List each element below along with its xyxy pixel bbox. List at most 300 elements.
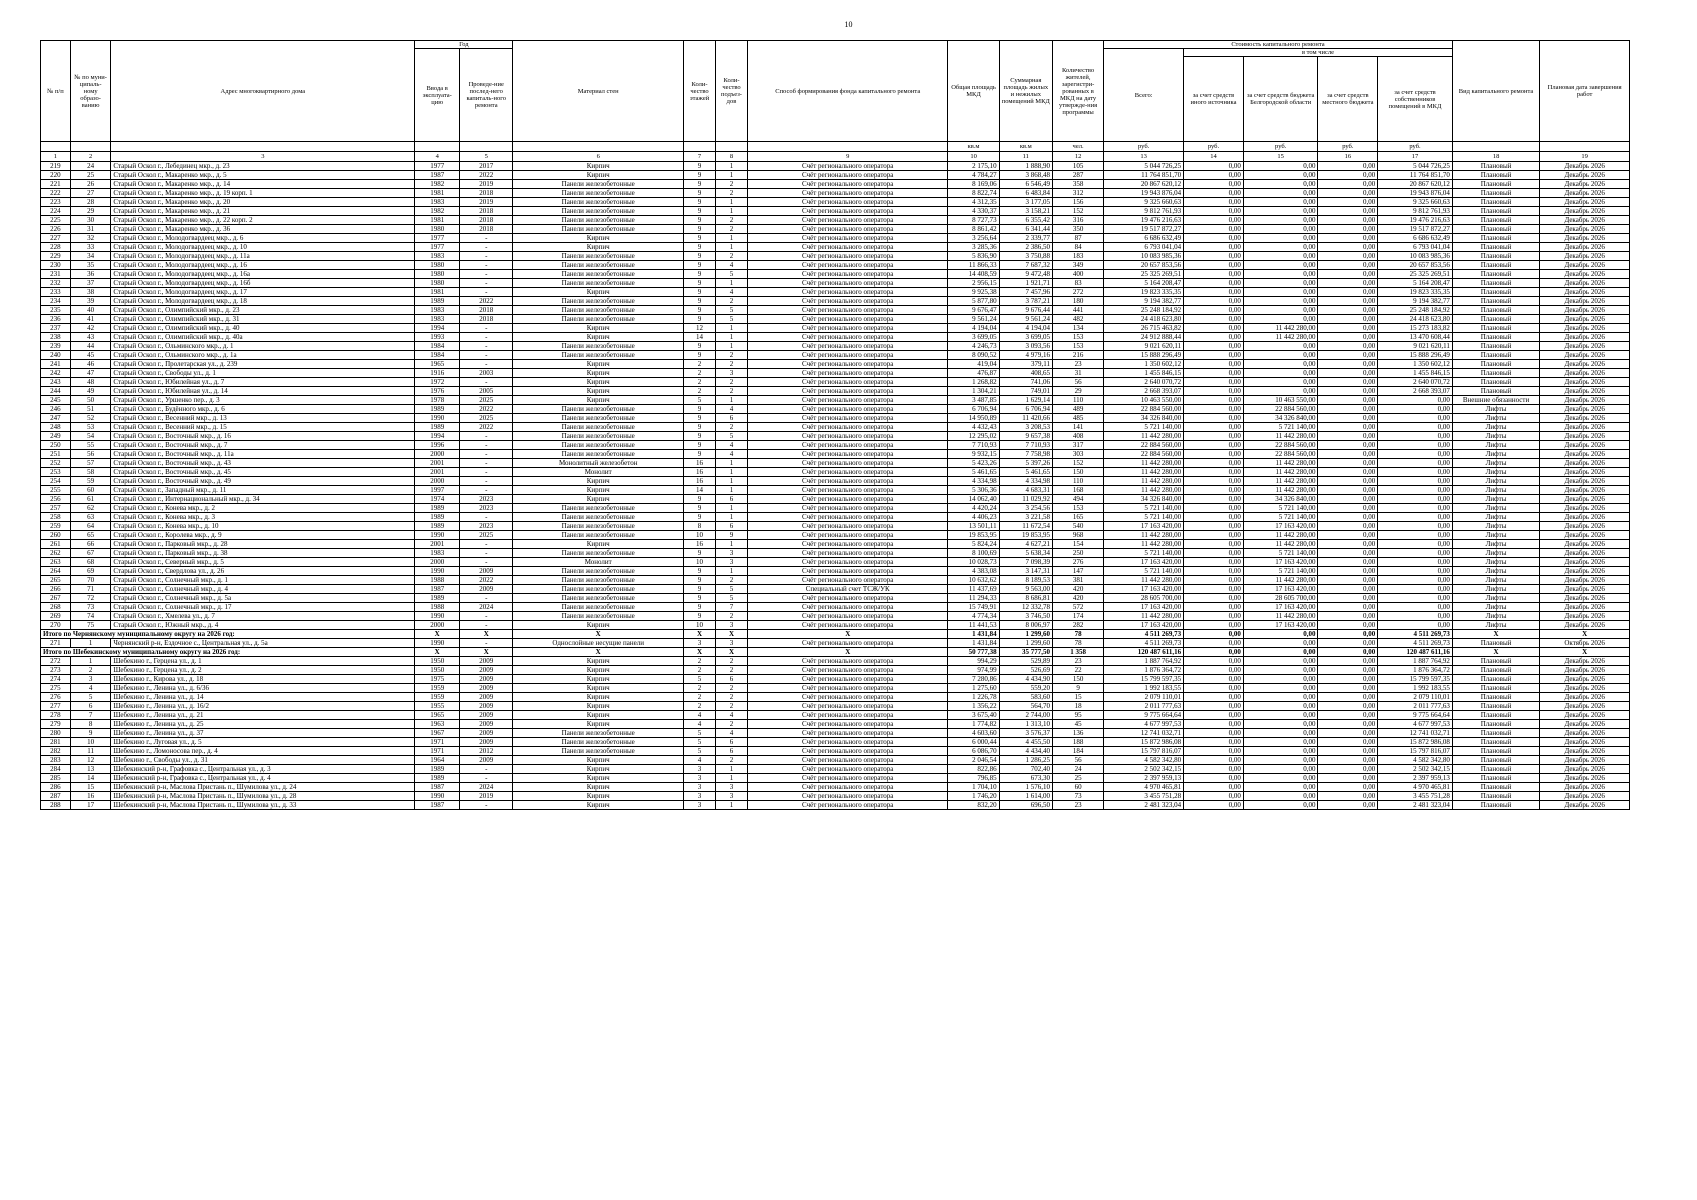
table-cell: 134 [1052,324,1103,333]
table-cell: 5 [684,738,716,747]
table-cell: 3 208,53 [999,423,1052,432]
table-cell: 2 [716,612,748,621]
table-cell: 46 [70,360,111,369]
total-cell: X [415,648,460,657]
table-cell: Счёт регионального оператора [747,567,947,576]
table-cell: 0,00 [1378,441,1453,450]
table-cell: 19 823 335,35 [1378,288,1453,297]
table-cell: 9 [716,531,748,540]
table-cell: 4 [716,729,748,738]
table-cell: 3 746,50 [999,612,1052,621]
table-cell: Счёт регионального оператора [747,261,947,270]
table-cell: 156 [1052,198,1103,207]
total-cell: 120 487 611,16 [1378,648,1453,657]
table-cell: Декабрь 2026 [1540,612,1630,621]
table-cell: 1 629,14 [999,396,1052,405]
table-cell: 2009 [460,693,513,702]
table-cell: 0,00 [1243,711,1318,720]
table-cell: 5 721 140,00 [1243,504,1318,513]
table-cell: 9 [684,234,716,243]
table-cell: 0,00 [1184,495,1244,504]
table-row [41,603,1630,612]
table-cell: Кирпич [513,693,684,702]
table-cell: 24 912 888,44 [1104,333,1184,342]
table-cell: 0,00 [1318,360,1378,369]
table-cell: 15 [1052,693,1103,702]
table-cell: Счёт регионального оператора [747,801,947,810]
table-cell: 17 [70,801,111,810]
table-cell: 4 [684,711,716,720]
table-cell: 0,00 [1318,720,1378,729]
table-cell: Плановый [1452,747,1539,756]
table-cell: 1980 [415,225,460,234]
table-cell: 4 434,90 [999,675,1052,684]
unit-cell: руб. [1104,142,1184,152]
table-cell: 2018 [460,225,513,234]
table-cell: 0,00 [1243,315,1318,324]
table-cell: Счёт регионального оператора [747,459,947,468]
table-cell: Декабрь 2026 [1540,657,1630,666]
table-cell: 7 710,93 [948,441,999,450]
table-cell: 9 676,44 [999,306,1052,315]
table-cell: 2005 [460,387,513,396]
table-cell: 0,00 [1378,549,1453,558]
table-cell: Лифты [1452,612,1539,621]
table-cell: 64 [70,522,111,531]
table-cell: 0,00 [1184,423,1244,432]
total-cell: X [513,630,684,639]
table-cell: 4 [684,720,716,729]
table-cell: Панели железобетонные [513,315,684,324]
table-cell: 47 [70,369,111,378]
table-cell: 0,00 [1184,207,1244,216]
table-cell: Шебекино г., Кирова ул., д. 18 [111,675,415,684]
total-cell: 0,00 [1318,630,1378,639]
table-cell: 2 [716,666,748,675]
table-cell: Счёт регионального оператора [747,513,947,522]
table-cell: Старый Оскол г., Восточный мкр., д. 43 [111,459,415,468]
table-cell: 0,00 [1243,387,1318,396]
table-cell: Лифты [1452,558,1539,567]
table-cell: 2001 [415,468,460,477]
table-cell: 234 [41,297,71,306]
table-cell: 0,00 [1184,396,1244,405]
table-row [41,360,1630,369]
table-cell: Старый Оскол г., Макаренко мкр., д. 36 [111,225,415,234]
table-cell: Кирпич [513,378,684,387]
table-row [41,468,1630,477]
table-cell: 0,00 [1318,189,1378,198]
table-cell: Панели железобетонные [513,423,684,432]
table-cell: 9 561,24 [948,315,999,324]
table-cell: 1 455 846,15 [1378,369,1453,378]
table-cell: 5 [716,594,748,603]
table-cell: 239 [41,342,71,351]
table-cell: 0,00 [1318,270,1378,279]
table-cell: 3 [716,558,748,567]
table-cell: Старый Оскол г., Солнечный мкр., д. 4 [111,585,415,594]
table-cell: 36 [70,270,111,279]
total-cell: X [460,648,513,657]
table-cell: Однослойные несущие панели [513,639,684,648]
table-cell: 4 [70,684,111,693]
table-cell: 2024 [460,603,513,612]
table-cell: Декабрь 2026 [1540,441,1630,450]
table-cell: 26 715 463,82 [1104,324,1184,333]
table-cell: 6 355,42 [999,216,1052,225]
table-cell: 1990 [415,567,460,576]
table-cell: 1 350 602,12 [1378,360,1453,369]
table-cell: Лифты [1452,468,1539,477]
unit-cell: руб. [1378,142,1453,152]
table-cell: 48 [70,378,111,387]
table-cell: 0,00 [1184,216,1244,225]
table-cell: Лифты [1452,522,1539,531]
table-cell: 4 194,04 [999,324,1052,333]
table-cell: Плановый [1452,234,1539,243]
table-cell: 0,00 [1318,576,1378,585]
table-cell: 2 [716,423,748,432]
table-row [41,441,1630,450]
table-cell: 0,00 [1184,306,1244,315]
table-cell: 9 [684,585,716,594]
table-cell: 11 442 280,00 [1243,531,1318,540]
table-cell: 5 721 140,00 [1243,423,1318,432]
table-cell: 0,00 [1243,639,1318,648]
table-cell: 2 [716,189,748,198]
table-cell: 0,00 [1243,675,1318,684]
table-cell: - [460,342,513,351]
total-cell: 0,00 [1318,648,1378,657]
total-label: Итого по Шебекинскому муниципальному округу на 2026 год: [41,648,415,657]
table-cell: 11 442 280,00 [1243,477,1318,486]
table-cell: 1 992 183,55 [1378,684,1453,693]
table-cell: Счёт регионального оператора [747,621,947,630]
table-cell: 5 721 140,00 [1243,567,1318,576]
table-cell: Шебекинский р-н, Маслова Пристань п., Шумилова ул., д. 33 [111,801,415,810]
table-cell: 0,00 [1184,387,1244,396]
col-header-regional: за счет средств бюджета Белгородской области [1243,57,1318,142]
table-cell: Счёт регионального оператора [747,468,947,477]
table-cell: Декабрь 2026 [1540,585,1630,594]
table-cell: 12 741 032,71 [1378,729,1453,738]
table-cell: 3 455 751,28 [1104,792,1184,801]
table-cell: 61 [70,495,111,504]
table-cell: 0,00 [1184,792,1244,801]
table-cell: 7 758,98 [999,450,1052,459]
table-cell: Шебекино г., Ленина ул., д. 25 [111,720,415,729]
table-cell: Старый Оскол г., Весенний мкр., д. 13 [111,414,415,423]
table-cell: 11 442 280,00 [1243,540,1318,549]
table-cell: 15 872 986,08 [1378,738,1453,747]
table-cell: Кирпич [513,243,684,252]
table-cell: Счёт регионального оператора [747,666,947,675]
table-cell: Декабрь 2026 [1540,567,1630,576]
unit-cell [716,142,748,152]
table-cell: 0,00 [1318,603,1378,612]
table-row [41,657,1630,666]
table-cell: Монолитный железобетон [513,459,684,468]
table-cell: 2 [716,297,748,306]
table-cell: 0,00 [1318,792,1378,801]
table-cell: 0,00 [1184,270,1244,279]
table-cell: 2 079 110,01 [1104,693,1184,702]
table-cell: 9 812 761,93 [1378,207,1453,216]
table-cell: 25 248 184,92 [1378,306,1453,315]
table-cell: 2018 [460,216,513,225]
table-row [41,558,1630,567]
table-cell: Кирпич [513,765,684,774]
col-header-kind: Вид капитального ремонта [1452,41,1539,142]
table-cell: 1 [716,162,748,171]
table-cell: 1 431,84 [948,639,999,648]
table-row [41,666,1630,675]
table-cell: Декабрь 2026 [1540,171,1630,180]
table-cell: 11 442 280,00 [1243,432,1318,441]
table-cell: 1997 [415,486,460,495]
table-cell: 276 [1052,558,1103,567]
table-cell: 0,00 [1378,423,1453,432]
table-row [41,729,1630,738]
table-cell: 252 [41,459,71,468]
table-cell: Старый Оскол г., Макаренко мкр., д. 5 [111,171,415,180]
table-row [41,288,1630,297]
table-cell: 2 [684,666,716,675]
table-cell: Панели железобетонные [513,432,684,441]
table-cell: Шебекинский р-н, Маслова Пристань п., Шумилова ул., д. 24 [111,783,415,792]
total-cell: X [747,648,947,657]
table-cell: 255 [41,486,71,495]
table-cell: 0,00 [1243,180,1318,189]
table-cell: 1967 [415,729,460,738]
table-row [41,297,1630,306]
table-cell: 0,00 [1184,171,1244,180]
col-header-no: № п/п [41,41,71,142]
table-cell: Старый Оскол г., Конева мкр., д. 3 [111,513,415,522]
table-cell: 9 [684,180,716,189]
table-cell: 4 334,98 [999,477,1052,486]
table-cell: Плановый [1452,261,1539,270]
table-cell: 284 [41,765,71,774]
table-cell: 0,00 [1318,369,1378,378]
table-cell: 59 [70,477,111,486]
col-header-floors: Коли-чество этажей [684,41,716,142]
table-cell: Панели железобетонные [513,297,684,306]
table-cell: 1980 [415,270,460,279]
table-cell: 4 774,34 [948,612,999,621]
table-cell: 6 341,44 [999,225,1052,234]
table-cell: 20 867 620,12 [1104,180,1184,189]
table-cell: Декабрь 2026 [1540,720,1630,729]
table-cell: 257 [41,504,71,513]
table-cell: 1989 [415,765,460,774]
table-cell: 11 672,54 [999,522,1052,531]
table-cell: 1980 [415,261,460,270]
table-cell: - [460,477,513,486]
table-cell: 267 [41,594,71,603]
table-cell: 11 866,33 [948,261,999,270]
table-cell: 0,00 [1378,576,1453,585]
table-cell: Счёт регионального оператора [747,324,947,333]
table-cell: 34 326 840,00 [1104,495,1184,504]
column-number-cell: 9 [747,152,947,162]
table-cell: 9 657,38 [999,432,1052,441]
table-cell: 0,00 [1318,225,1378,234]
table-cell: 0,00 [1378,612,1453,621]
table-cell: 1987 [415,801,460,810]
table-cell: 3 093,56 [999,342,1052,351]
table-cell: Плановый [1452,657,1539,666]
table-cell: Плановый [1452,369,1539,378]
table-cell: 0,00 [1184,459,1244,468]
table-cell: 2025 [460,396,513,405]
table-cell: Счёт регионального оператора [747,378,947,387]
table-cell: 58 [70,468,111,477]
table-cell: Декабрь 2026 [1540,333,1630,342]
table-cell: 11 442 280,00 [1104,486,1184,495]
table-cell: 5 638,34 [999,549,1052,558]
table-cell: 250 [1052,549,1103,558]
table-cell: - [460,450,513,459]
unit-cell [41,142,71,152]
table-cell: 2 956,15 [948,279,999,288]
table-cell: 1989 [415,405,460,414]
table-cell: Шебекино г., Ломоносова пер., д. 4 [111,747,415,756]
table-cell: 9 [70,729,111,738]
table-cell: Плановый [1452,792,1539,801]
table-cell: 2018 [460,189,513,198]
table-cell: Старый Оскол г., Молодогвардеец мкр., д. 6 [111,234,415,243]
table-cell: Старый Оскол г., Солнечный мкр., д. 17 [111,603,415,612]
table-cell: 250 [41,441,71,450]
table-cell: 1 992 183,55 [1104,684,1184,693]
table-cell: 180 [1052,297,1103,306]
table-cell: Старый Оскол г., Интернациональный мкр., д. 34 [111,495,415,504]
table-cell: 14 [70,774,111,783]
table-cell: 1955 [415,702,460,711]
table-cell: 0,00 [1243,666,1318,675]
table-cell: 0,00 [1318,441,1378,450]
table-row [41,270,1630,279]
table-cell: 44 [70,342,111,351]
table-cell: 1983 [415,306,460,315]
total-cell: 0,00 [1184,630,1244,639]
table-cell: Монолит [513,558,684,567]
table-cell: 564,70 [999,702,1052,711]
table-row [41,711,1630,720]
table-cell: 0,00 [1318,297,1378,306]
table-cell: 1977 [415,162,460,171]
table-cell: 0,00 [1318,324,1378,333]
table-cell: 0,00 [1184,729,1244,738]
table-cell: 24 418 623,80 [1104,315,1184,324]
table-cell: 17 163 420,00 [1104,585,1184,594]
table-cell: Старый Оскол г., Будённого мкр., д. 6 [111,405,415,414]
table-cell: 0,00 [1318,396,1378,405]
table-cell: Декабрь 2026 [1540,522,1630,531]
table-cell: 0,00 [1318,405,1378,414]
table-cell: 242 [41,369,71,378]
table-cell: 264 [41,567,71,576]
table-cell: 2 011 777,63 [1104,702,1184,711]
table-cell: 282 [1052,621,1103,630]
table-cell: 65 [70,531,111,540]
table-cell: Лифты [1452,486,1539,495]
table-cell: 0,00 [1318,774,1378,783]
table-cell: Декабрь 2026 [1540,792,1630,801]
table-cell: Внешние обязанности [1452,396,1539,405]
table-cell: 0,00 [1378,486,1453,495]
table-cell: Старый Оскол г., Молодогвардеец мкр., д. 17 [111,288,415,297]
table-cell: 95 [1052,711,1103,720]
total-cell: 4 511 269,73 [1104,630,1184,639]
table-cell: 1 [716,279,748,288]
table-cell: 1916 [415,369,460,378]
table-row [41,333,1630,342]
table-cell: 358 [1052,180,1103,189]
table-cell: 7 [716,603,748,612]
table-cell: 10 463 550,00 [1243,396,1318,405]
table-cell: 1988 [415,603,460,612]
table-cell: 1 [716,234,748,243]
table-cell: 0,00 [1378,621,1453,630]
table-cell: 0,00 [1184,801,1244,810]
table-cell: 2009 [460,720,513,729]
table-cell: Декабрь 2026 [1540,711,1630,720]
table-cell: 1965 [415,360,460,369]
table-cell: Шебекинский р-н, Графовка с., Центральная ул., д. 3 [111,765,415,774]
table-cell: 317 [1052,441,1103,450]
table-cell: 0,00 [1318,585,1378,594]
table-cell: 2009 [460,711,513,720]
table-cell: Декабрь 2026 [1540,324,1630,333]
table-cell: Шебекино г., Ленина ул., д. 37 [111,729,415,738]
table-cell: 0,00 [1318,333,1378,342]
table-cell: 2 397 959,13 [1104,774,1184,783]
table-cell: 11 764 851,70 [1104,171,1184,180]
table-cell: 0,00 [1184,522,1244,531]
table-cell: 4 406,23 [948,513,999,522]
table-cell: 3 [716,621,748,630]
table-cell: 9 [684,576,716,585]
table-cell: 245 [41,396,71,405]
table-row [41,405,1630,414]
table-cell: 22 884 560,00 [1104,405,1184,414]
table-cell: 0,00 [1184,252,1244,261]
table-row [41,423,1630,432]
column-number-cell: 8 [716,152,748,162]
table-cell: 19 943 876,04 [1378,189,1453,198]
table-cell: 2017 [460,162,513,171]
table-cell: 5 044 726,25 [1378,162,1453,171]
col-header-total: Всего: [1104,49,1184,142]
table-cell: Счёт регионального оператора [747,432,947,441]
table-cell: 2 481 323,04 [1104,801,1184,810]
table-cell: 0,00 [1318,522,1378,531]
table-cell: 41 [70,315,111,324]
table-cell: 6 793 041,04 [1378,243,1453,252]
table-cell: 9 021 620,11 [1104,342,1184,351]
unit-cell [111,142,415,152]
table-cell: 1990 [415,792,460,801]
table-cell: 246 [41,405,71,414]
table-cell: 136 [1052,729,1103,738]
table-cell: Лифты [1452,621,1539,630]
table-cell: 10 [684,558,716,567]
table-cell: Кирпич [513,801,684,810]
table-cell: 0,00 [1318,423,1378,432]
table-cell: 1982 [415,180,460,189]
